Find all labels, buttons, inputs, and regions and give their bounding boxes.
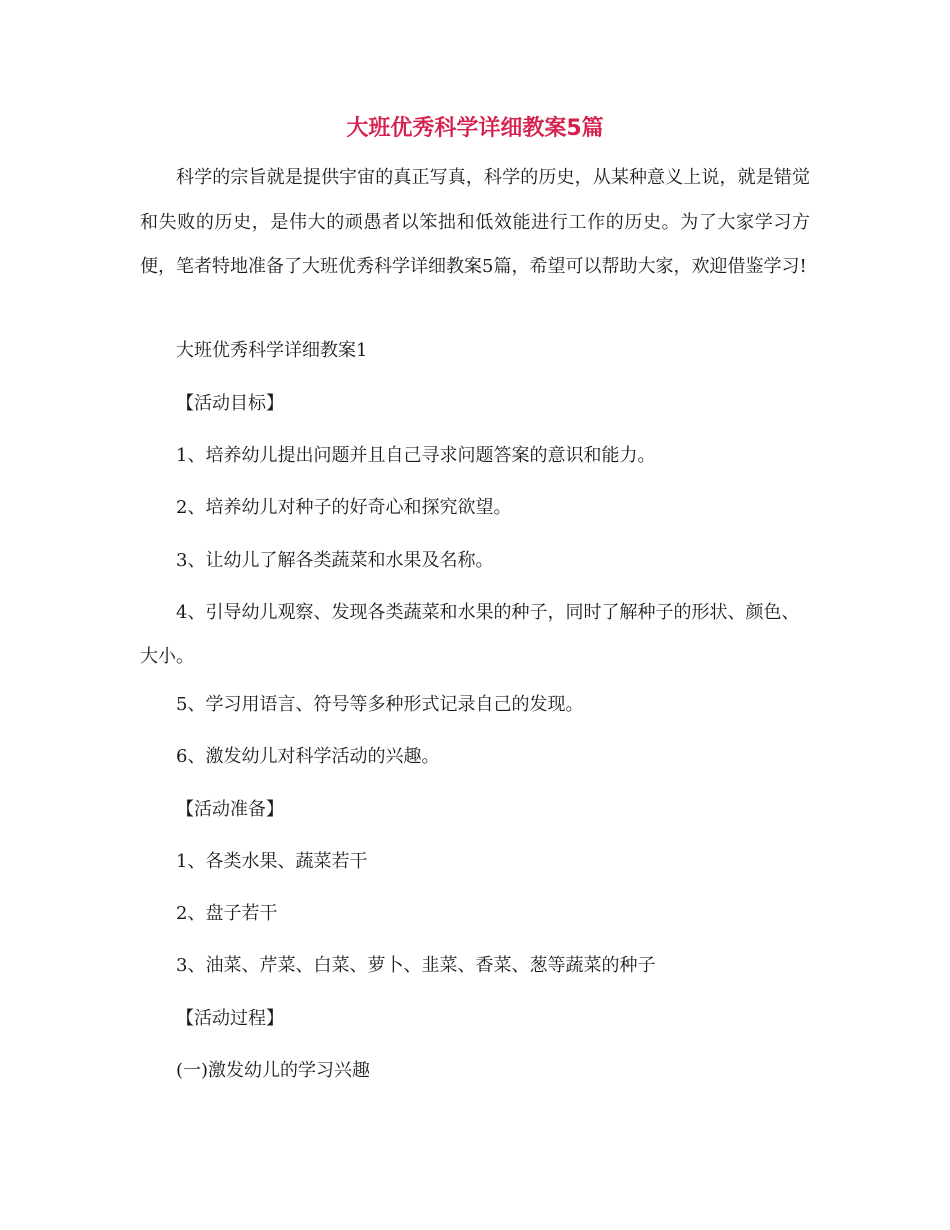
goal-item-3: 3、让幼儿了解各类蔬菜和水果及名称。 [176,550,494,571]
section-heading-lesson-1: 大班优秀科学详细教案1 [176,340,368,361]
process-step-1: (一)激发幼儿的学习兴趣 [176,1060,371,1081]
section-heading-process: 【活动过程】 [176,1008,284,1029]
goal-item-4: 4、引导幼儿观察、发现各类蔬菜和水果的种子，同时了解种子的形状、颜色、大小。 [140,602,800,667]
prep-item-1: 1、各类水果、蔬菜若干 [176,851,368,872]
section-heading-preparation: 【活动准备】 [176,799,284,820]
document-title: 大班优秀科学详细教案5篇 [346,116,604,141]
goal-item-2: 2、培养幼儿对种子的好奇心和探究欲望。 [176,497,512,518]
section-heading-goals: 【活动目标】 [176,393,284,414]
goal-item-5: 5、学习用语言、符号等多种形式记录自己的发现。 [176,694,584,715]
goal-item-1: 1、培养幼儿提出问题并且自己寻求问题答案的意识和能力。 [176,445,656,466]
goal-item-6: 6、激发幼儿对科学活动的兴趣。 [176,746,440,767]
prep-item-2: 2、盘子若干 [176,903,278,924]
prep-item-3: 3、油菜、芹菜、白菜、萝卜、韭菜、香菜、葱等蔬菜的种子 [176,955,656,976]
intro-paragraph: 科学的宗旨就是提供宇宙的真正写真，科学的历史，从某种意义上说，就是错觉和失败的历史，是伟大的顽愚者以笨拙和低效能进行工作的历史。为了大家学习方便，笔者特地准备了大班优秀科学详细教案5篇，希望可以帮助大家，欢迎借鉴学习! [140,167,810,277]
